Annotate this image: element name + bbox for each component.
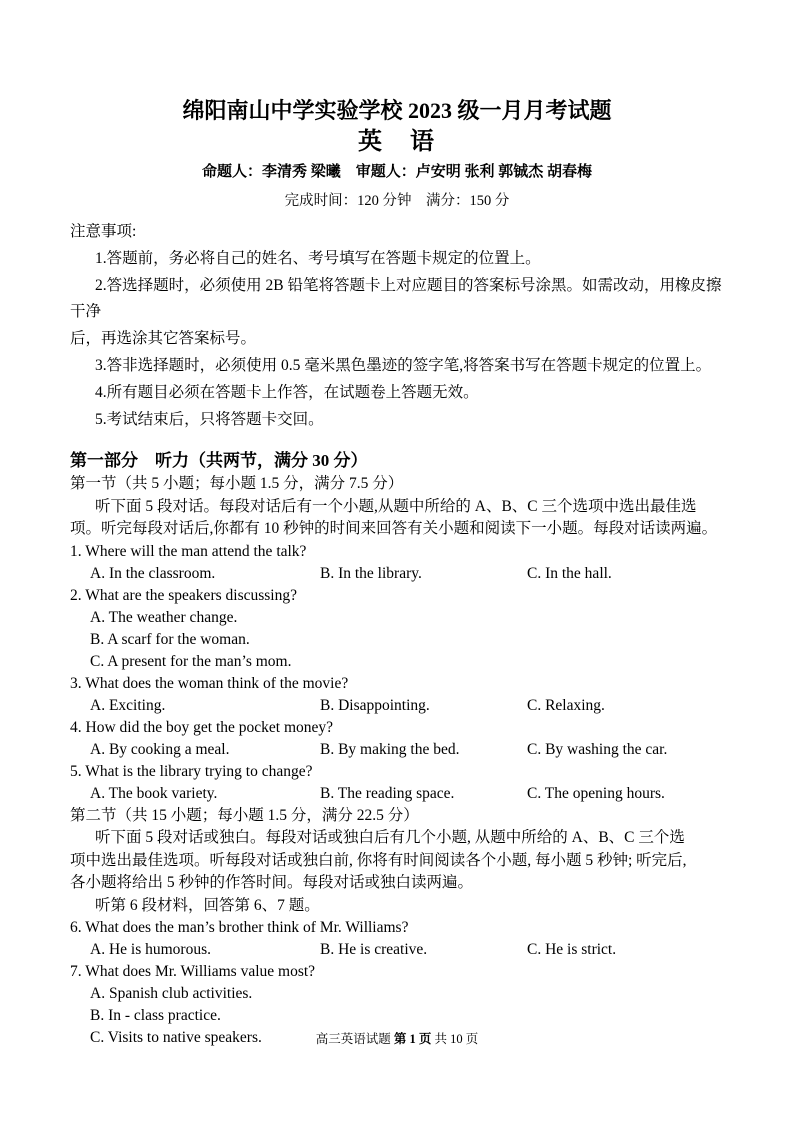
option-c: C. In the hall. xyxy=(527,564,612,582)
question-4-text: 4. How did the boy get the pocket money? xyxy=(70,718,334,736)
option-c: C. Relaxing. xyxy=(527,696,605,714)
notice-heading: 注意事项: xyxy=(70,223,137,240)
footer-total-pages: 共 10 页 xyxy=(434,1032,479,1046)
footer-page-number: 第 1 页 xyxy=(393,1032,432,1046)
notice-item-2-cont: 后，再选涂其它答案标号。 xyxy=(70,330,257,348)
paper-header xyxy=(0,0,794,212)
option-a: A. Spanish club activities. xyxy=(90,984,253,1002)
section2-heading: 第二节（共 15 小题；每小题 1.5 分，满分 22.5 分） xyxy=(70,806,419,824)
section2-instruction-line: 听下面 5 段对话或独白。每段对话或独白后有几个小题, 从题中所给的 A、B、C 三个选 xyxy=(95,829,685,847)
section2-instruction-line: 项中选出最佳选项。听每段对话或独白前, 你将有时间阅读各个小题, 每小题 5 秒钟; 听完后, xyxy=(70,851,687,869)
paper-body xyxy=(70,219,734,1049)
option-b: B. A scarf for the woman. xyxy=(90,630,250,648)
option-b: B. He is creative. xyxy=(320,940,428,958)
notice-item-4: 4.所有题目必须在答题卡上作答，在试题卷上答题无效。 xyxy=(95,383,479,401)
material-prompt: 听第 6 段材料，回答第 6、7 题。 xyxy=(95,896,320,914)
question-5-text: 5. What is the library trying to change? xyxy=(70,762,313,780)
part1-heading: 第一部分 听力（共两节，满分 30 分） xyxy=(70,451,368,471)
option-b: B. By making the bed. xyxy=(320,740,460,758)
question-2-text: 2. What are the speakers discussing? xyxy=(70,586,297,604)
question-7-text: 7. What does Mr. Williams value most? xyxy=(70,962,316,980)
page-title: 绵阳南山中学实验学校 2023 级一月月考试题 xyxy=(182,98,612,123)
option-a: A. The weather change. xyxy=(90,608,238,626)
option-c: C. The opening hours. xyxy=(527,784,665,802)
notice-item-2: 2.答选择题时，必须使用 2B 铅笔将答题卡上对应题目的答案标号涂黑。如需改动，用橡皮擦干净 xyxy=(70,276,722,321)
subject-title: 英 语 xyxy=(358,129,436,155)
option-c: C. Visits to native speakers. xyxy=(90,1028,262,1046)
question-6-options-row xyxy=(70,939,734,961)
option-b: B. In the library. xyxy=(320,564,422,582)
page-footer xyxy=(0,1031,794,1047)
section2-instruction-line: 各小题将给出 5 秒钟的作答时间。每段对话或独白读两遍。 xyxy=(70,874,474,892)
notice-item-3: 3.答非选择题时，必须使用 0.5 毫米黑色墨迹的签字笔,将答案书写在答题卡规定的位置上。 xyxy=(95,356,712,374)
option-a: A. In the classroom. xyxy=(90,564,216,582)
authors-line: 命题人：李清秀 梁曦 审题人：卢安明 张利 郭铖杰 胡春梅 xyxy=(201,164,592,180)
question-1-text: 1. Where will the man attend the talk? xyxy=(70,542,307,560)
question-6-text: 6. What does the man’s brother think of Mr. Williams? xyxy=(70,918,409,936)
question-1-options-row xyxy=(70,563,734,585)
option-a: A. By cooking a meal. xyxy=(90,740,230,758)
question-3-text: 3. What does the woman think of the movie? xyxy=(70,674,349,692)
footer-doc-label: 高三英语试题 xyxy=(315,1032,391,1046)
option-c: C. A present for the man’s mom. xyxy=(90,652,292,670)
option-b: B. In - class practice. xyxy=(90,1006,221,1024)
option-c: C. By washing the car. xyxy=(527,740,668,758)
option-a: A. The book variety. xyxy=(90,784,218,802)
question-4-options-row xyxy=(70,739,734,761)
section1-instruction-line: 项。听完每段对话后,你都有 10 秒钟的时间来回答有关小题和阅读下一小题。每段对话读两遍。 xyxy=(70,520,718,538)
question-3-options-row xyxy=(70,695,734,717)
option-a: A. Exciting. xyxy=(90,696,166,714)
exam-info-line: 完成时间：120 分钟 满分：150 分 xyxy=(284,193,510,209)
option-b: B. Disappointing. xyxy=(320,696,430,714)
option-b: B. The reading space. xyxy=(320,784,455,802)
option-c: C. He is strict. xyxy=(527,940,617,958)
question-5-options-row xyxy=(70,783,734,805)
section1-heading: 第一节（共 5 小题；每小题 1.5 分，满分 7.5 分） xyxy=(70,475,404,493)
notice-item-5: 5.考试结束后，只将答题卡交回。 xyxy=(95,410,324,428)
option-a: A. He is humorous. xyxy=(90,940,211,958)
notice-item-1: 1.答题前，务必将自己的姓名、考号填写在答题卡规定的位置上。 xyxy=(95,249,541,267)
section1-instruction-line: 听下面 5 段对话。每段对话后有一个小题,从题中所给的 A、B、C 三个选项中选出最佳选 xyxy=(95,497,697,515)
